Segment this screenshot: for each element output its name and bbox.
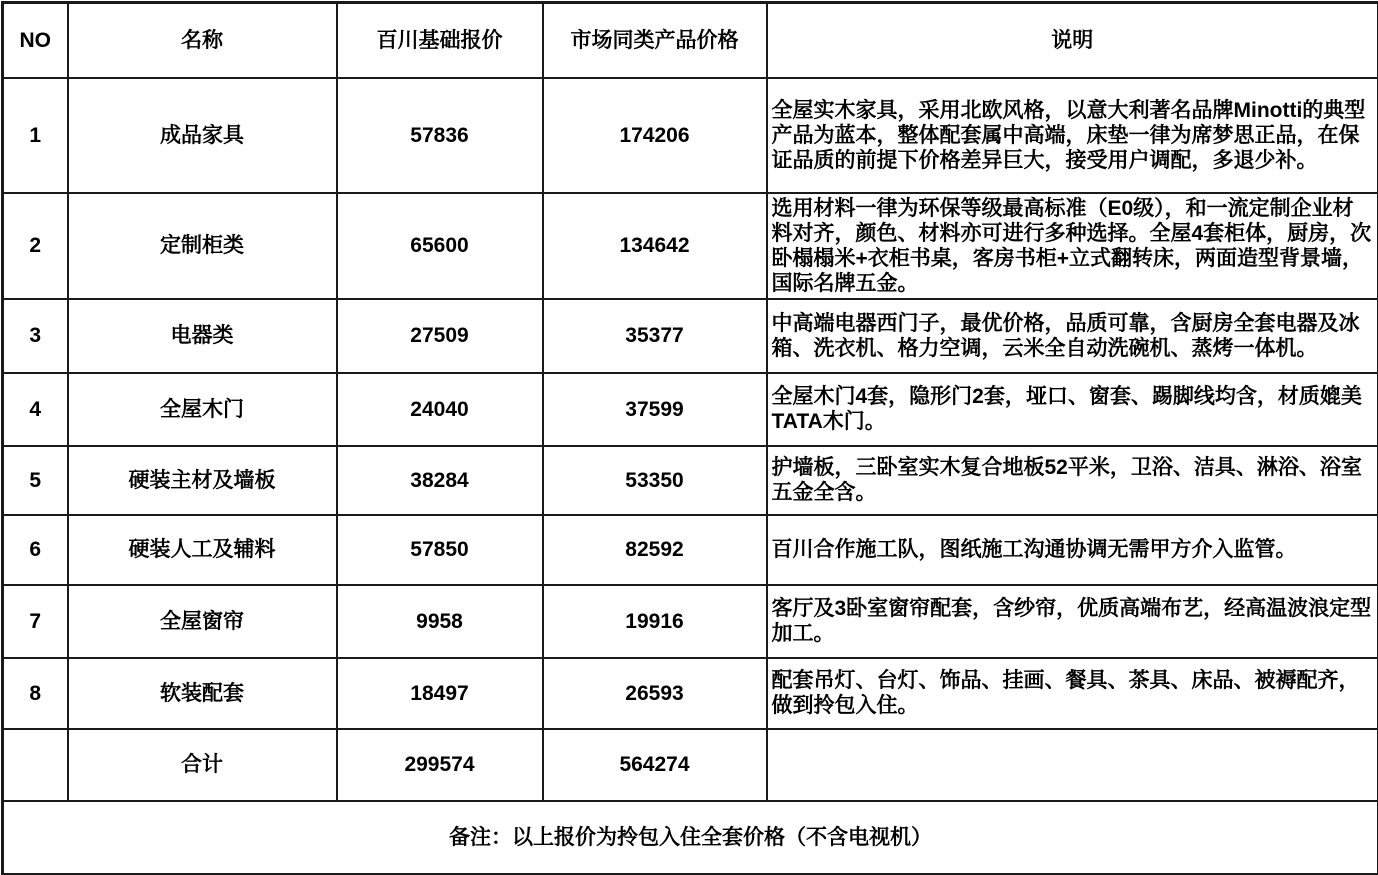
- row-base-cell: 38284: [337, 446, 543, 515]
- row-no-cell: 7: [3, 585, 68, 658]
- column-header-market: 市场同类产品价格: [543, 3, 767, 78]
- table-row: [3, 515, 1378, 585]
- row-desc-cell: 全屋实木家具，采用北欧风格，以意大利著名品牌Minotti的典型产品为蓝本，整体配套属中高端，床垫一律为席梦思正品，在保证品质的前提下价格差异巨大，接受用户调配，多退少补。: [767, 78, 1378, 193]
- note-row: [3, 801, 1378, 875]
- table-row: [3, 585, 1378, 658]
- row-base-cell: 57836: [337, 78, 543, 193]
- row-base-cell: 57850: [337, 515, 543, 585]
- row-desc-cell: 全屋木门4套，隐形门2套，垭口、窗套、踢脚线均含，材质媲美TATA木门。: [767, 373, 1378, 446]
- row-desc-cell: 选用材料一律为环保等级最高标准（E0级），和一流定制企业材料对齐，颜色、材料亦可进行多种选择。全屋4套柜体，厨房，次卧榻榻米+衣柜书桌，客房书柜+立式翻转床，两面造型背景墙，国际名牌五金。: [767, 193, 1378, 299]
- row-base-cell: 27509: [337, 299, 543, 373]
- row-name-cell: 硬装人工及辅料: [68, 515, 337, 585]
- row-no-cell: 8: [3, 658, 68, 729]
- table-row: [3, 299, 1378, 373]
- row-no-cell: 1: [3, 78, 68, 193]
- row-base-cell: 65600: [337, 193, 543, 299]
- column-header-base: 百川基础报价: [337, 3, 543, 78]
- total-no-cell: [3, 729, 68, 801]
- table-row: [3, 78, 1378, 193]
- row-name-cell: 硬装主材及墙板: [68, 446, 337, 515]
- table-row: [3, 193, 1378, 299]
- total-desc-cell: [767, 729, 1378, 801]
- row-market-cell: 174206: [543, 78, 767, 193]
- total-row: [3, 729, 1378, 801]
- row-no-cell: 3: [3, 299, 68, 373]
- row-desc-cell: 中高端电器西门子，最优价格，品质可靠，含厨房全套电器及冰箱、洗衣机、格力空调，云米全自动洗碗机、蒸烤一体机。: [767, 299, 1378, 373]
- row-market-cell: 134642: [543, 193, 767, 299]
- table-row: [3, 446, 1378, 515]
- table-row: [3, 658, 1378, 729]
- note-cell: 备注：以上报价为拎包入住全套价格（不含电视机）: [3, 801, 1378, 875]
- row-market-cell: 19916: [543, 585, 767, 658]
- column-header-name: 名称: [68, 3, 337, 78]
- row-market-cell: 37599: [543, 373, 767, 446]
- row-market-cell: 35377: [543, 299, 767, 373]
- header-row: [3, 3, 1378, 78]
- row-name-cell: 全屋木门: [68, 373, 337, 446]
- row-market-cell: 82592: [543, 515, 767, 585]
- total-label-cell: 合计: [68, 729, 337, 801]
- row-name-cell: 全屋窗帘: [68, 585, 337, 658]
- row-desc-cell: 客厅及3卧室窗帘配套，含纱帘，优质高端布艺，经高温波浪定型加工。: [767, 585, 1378, 658]
- column-header-desc: 说明: [767, 3, 1378, 78]
- row-name-cell: 定制柜类: [68, 193, 337, 299]
- total-market-cell: 564274: [543, 729, 767, 801]
- total-base-cell: 299574: [337, 729, 543, 801]
- row-market-cell: 26593: [543, 658, 767, 729]
- row-desc-cell: 护墙板，三卧室实木复合地板52平米，卫浴、洁具、淋浴、浴室五金全含。: [767, 446, 1378, 515]
- row-desc-cell: 百川合作施工队，图纸施工沟通协调无需甲方介入监管。: [767, 515, 1378, 585]
- row-base-cell: 18497: [337, 658, 543, 729]
- row-no-cell: 6: [3, 515, 68, 585]
- row-no-cell: 4: [3, 373, 68, 446]
- row-desc-cell: 配套吊灯、台灯、饰品、挂画、餐具、茶具、床品、被褥配齐，做到拎包入住。: [767, 658, 1378, 729]
- row-market-cell: 53350: [543, 446, 767, 515]
- table-body: [3, 78, 1378, 729]
- price-quote-table: [1, 1, 1378, 875]
- row-base-cell: 24040: [337, 373, 543, 446]
- row-no-cell: 5: [3, 446, 68, 515]
- row-base-cell: 9958: [337, 585, 543, 658]
- row-no-cell: 2: [3, 193, 68, 299]
- column-header-no: NO: [3, 3, 68, 78]
- row-name-cell: 成品家具: [68, 78, 337, 193]
- row-name-cell: 电器类: [68, 299, 337, 373]
- table-row: [3, 373, 1378, 446]
- row-name-cell: 软装配套: [68, 658, 337, 729]
